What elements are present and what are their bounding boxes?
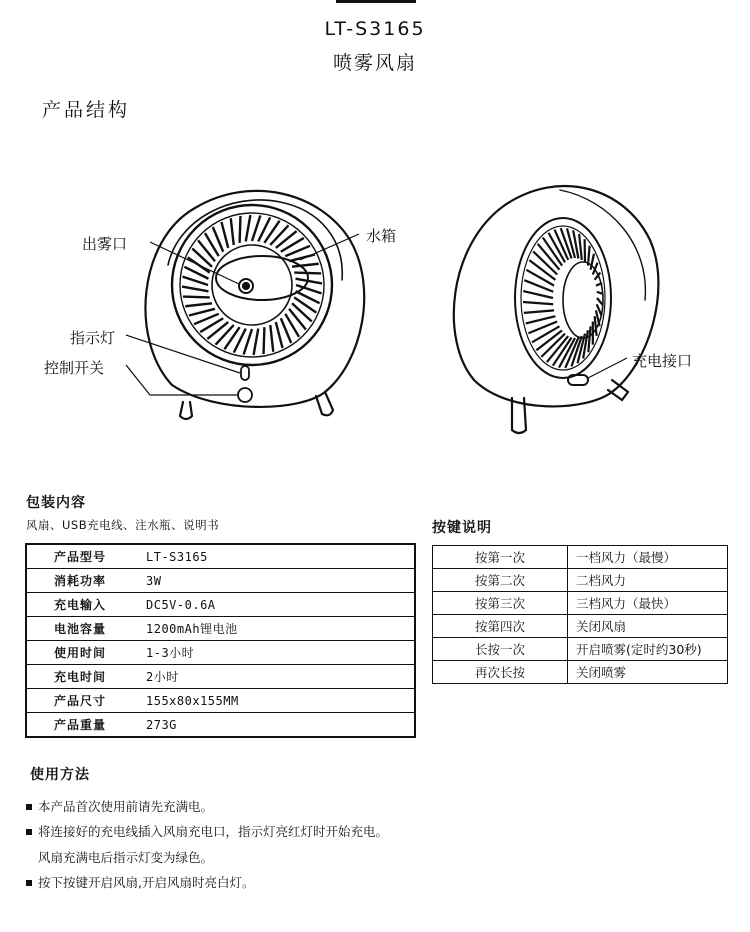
callout-charging-port: 充电接口 xyxy=(632,352,693,370)
button-action: 按第三次 xyxy=(433,592,568,615)
package-title: 包装内容 xyxy=(26,495,86,511)
spec-row xyxy=(26,617,415,641)
usage-item-1: 本产品首次使用前请先充满电。 xyxy=(26,797,213,815)
spec-key: 电池容量 xyxy=(26,617,146,641)
callout-line-indicator xyxy=(126,335,240,373)
button-row xyxy=(433,569,728,592)
usage-item-2-cont: 风扇充满电后指示灯变为绿色。 xyxy=(38,850,214,865)
button-row xyxy=(433,661,728,684)
model-number: LT-S3165 xyxy=(324,18,426,40)
spec-value: 1-3小时 xyxy=(146,641,415,665)
callout-water-tank: 水箱 xyxy=(366,227,397,245)
spec-row xyxy=(26,593,415,617)
button-row xyxy=(433,592,728,615)
button-action: 按第四次 xyxy=(433,615,568,638)
spec-row xyxy=(26,641,415,665)
bullet-icon xyxy=(26,880,32,886)
product-name: 喷雾风扇 xyxy=(332,52,417,74)
spec-value: DC5V-0.6A xyxy=(146,593,415,617)
control-switch xyxy=(238,388,252,402)
button-row xyxy=(433,615,728,638)
usage-title: 使用方法 xyxy=(30,767,90,783)
spec-table xyxy=(25,543,416,738)
spec-value: 3W xyxy=(146,569,415,593)
callout-indicator: 指示灯 xyxy=(70,329,116,347)
usage-item-2: 将连接好的充电线插入风扇充电口，指示灯亮红灯时开始充电。 xyxy=(26,822,388,840)
spec-value: 2小时 xyxy=(146,665,415,689)
spec-key: 产品尺寸 xyxy=(26,689,146,713)
button-row xyxy=(433,638,728,661)
button-action: 按第一次 xyxy=(433,546,568,569)
product-structure-diagram xyxy=(0,130,750,450)
spec-key: 充电时间 xyxy=(26,665,146,689)
spec-row xyxy=(26,544,415,569)
spec-value: 1200mAh锂电池 xyxy=(146,617,415,641)
side-foot-right xyxy=(608,380,628,400)
spec-row xyxy=(26,665,415,689)
package-contents: 风扇、USB充电线、注水瓶、说明书 xyxy=(26,518,220,532)
bullet-icon xyxy=(26,829,32,835)
callout-mist-outlet: 出雾口 xyxy=(82,235,128,253)
usage-item-3: 按下按键开启风扇,开启风扇时亮白灯。 xyxy=(26,873,254,891)
spec-key: 产品重量 xyxy=(26,713,146,738)
spec-key: 产品型号 xyxy=(26,544,146,569)
spec-row xyxy=(26,569,415,593)
button-result: 关闭喷雾 xyxy=(568,661,728,684)
button-action: 再次长按 xyxy=(433,661,568,684)
button-result: 关闭风扇 xyxy=(568,615,728,638)
spec-value: 155x80x155MM xyxy=(146,689,415,713)
spec-row xyxy=(26,689,415,713)
top-rule xyxy=(336,0,416,3)
spec-row xyxy=(26,713,415,738)
spec-key: 消耗功率 xyxy=(26,569,146,593)
callout-switch: 控制开关 xyxy=(44,359,105,377)
indicator-light xyxy=(241,366,249,380)
spec-key: 使用时间 xyxy=(26,641,146,665)
spec-key: 充电输入 xyxy=(26,593,146,617)
button-action: 按第二次 xyxy=(433,569,568,592)
button-action: 长按一次 xyxy=(433,638,568,661)
button-row xyxy=(433,546,728,569)
callout-line-mist xyxy=(150,242,239,284)
button-table xyxy=(432,545,728,684)
bullet-icon xyxy=(26,804,32,810)
button-result: 开启喷雾(定时约30秒) xyxy=(568,638,728,661)
front-foot-left xyxy=(180,402,192,419)
button-result: 一档风力（最慢） xyxy=(568,546,728,569)
buttons-title: 按键说明 xyxy=(432,520,492,536)
front-fan-inner-rim xyxy=(168,200,342,280)
button-result: 二档风力 xyxy=(568,569,728,592)
water-tank-shape xyxy=(216,256,308,300)
button-result: 三档风力（最快） xyxy=(568,592,728,615)
structure-title: 产品结构 xyxy=(42,99,131,121)
spec-value: LT-S3165 xyxy=(146,544,415,569)
spec-value: 273G xyxy=(146,713,415,738)
